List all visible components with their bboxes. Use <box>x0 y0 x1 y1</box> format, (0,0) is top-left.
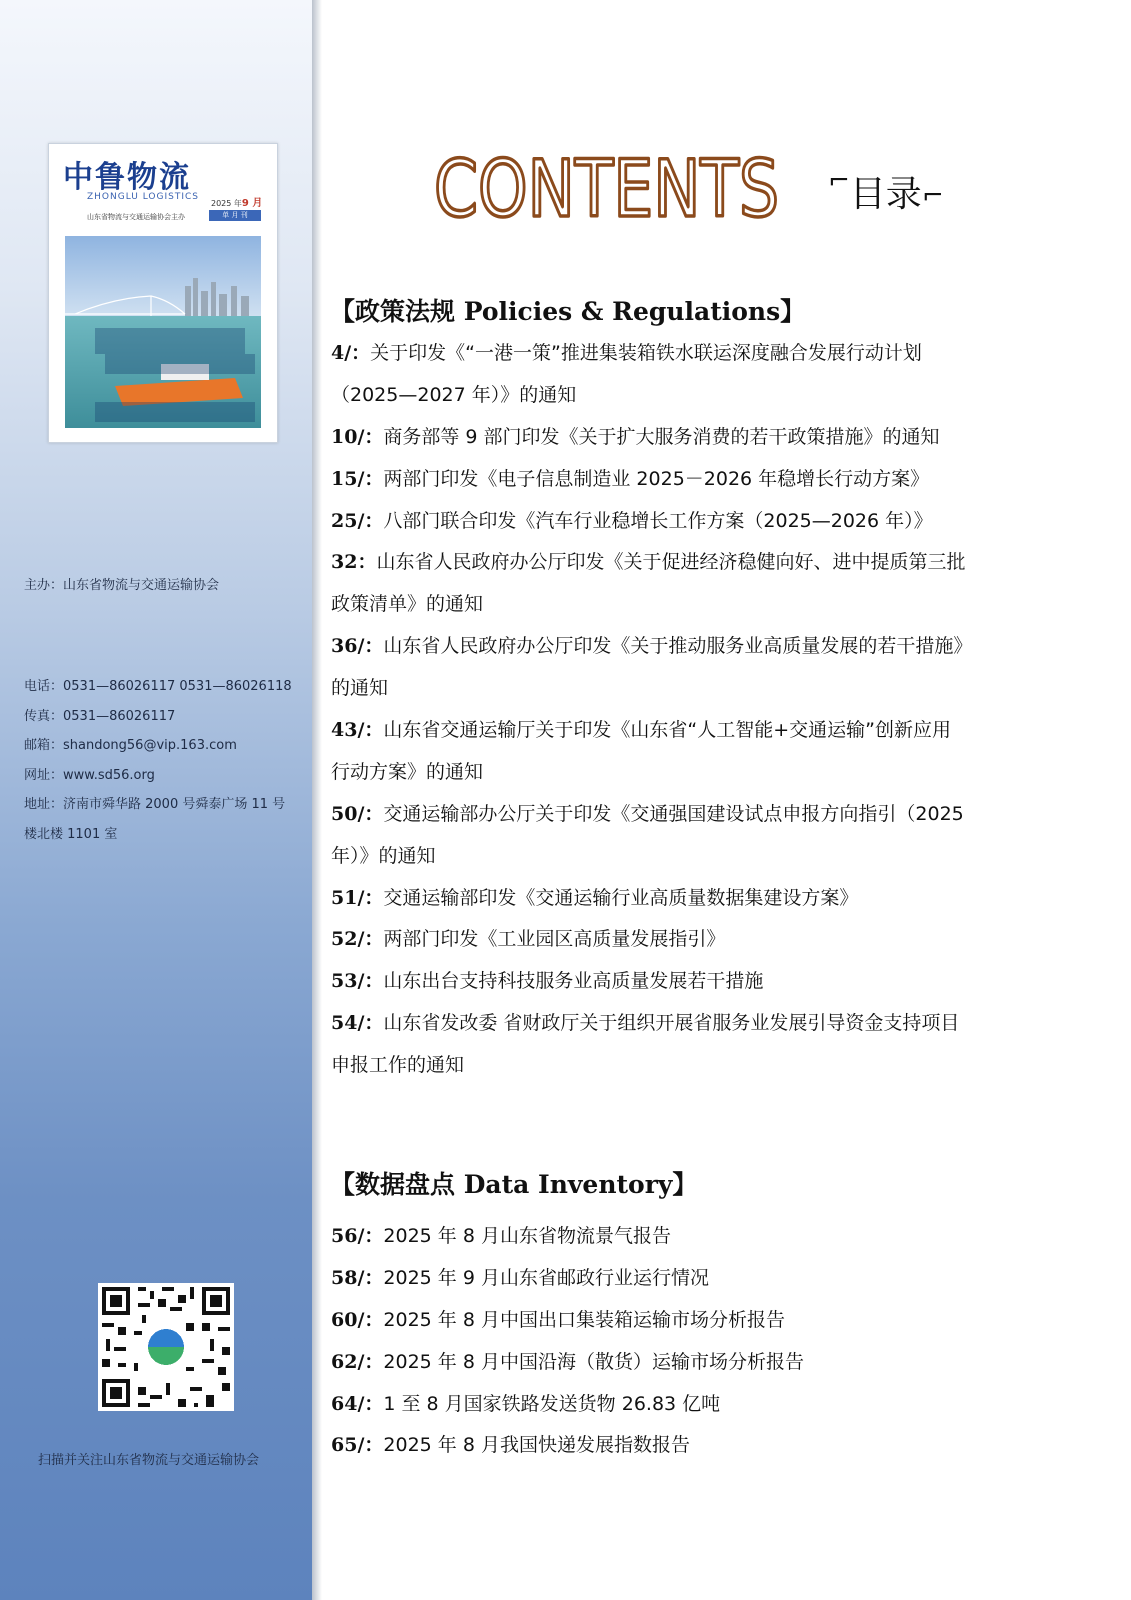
toc-entry-text: 山东出台支持科技服务业高质量发展若干措施 <box>383 970 764 993</box>
toc-page-number: 32： <box>331 551 377 574</box>
cover-issue-date: 2025 年9 月 <box>211 198 263 209</box>
toc-entry[interactable] <box>331 710 991 752</box>
mulu-heading: ⌐目录⌐ <box>828 166 944 215</box>
toc-page-number: 64/： <box>331 1392 384 1415</box>
toc-page-number: 15/： <box>331 467 384 490</box>
toc-entry <box>331 375 991 417</box>
toc-entry[interactable] <box>331 333 991 375</box>
toc-entry <box>331 836 991 878</box>
data-inventory-section-title: 【数据盘点 Data Inventory】 <box>330 1170 698 1199</box>
toc-entry[interactable] <box>331 1384 991 1426</box>
toc-entry <box>331 668 991 710</box>
toc-page-number: 53/： <box>331 970 384 993</box>
toc-entry-text: 政策清单》的通知 <box>331 593 484 616</box>
magazine-cover[interactable] <box>48 143 278 443</box>
toc-entry-text: 的通知 <box>331 677 389 700</box>
toc-entry[interactable] <box>331 1300 991 1342</box>
host-organization: 主办：山东省物流与交通运输协会 <box>24 578 220 593</box>
toc-entry[interactable] <box>331 542 991 584</box>
toc-entry[interactable] <box>331 626 991 668</box>
toc-entry-text: 2025 年 9 月山东省邮政行业运行情况 <box>383 1266 709 1289</box>
policies-list <box>331 333 991 1087</box>
toc-entry-text: 商务部等 9 部门印发《关于扩大服务消费的若干政策措施》的通知 <box>383 425 940 448</box>
toc-entry[interactable] <box>331 878 991 920</box>
sidebar-edge <box>312 0 322 1600</box>
toc-entry-text: 八部门联合印发《汽车行业稳增长工作方案（2025—2026 年）》 <box>383 509 933 532</box>
toc-page-number: 52/： <box>331 928 384 951</box>
contact-address-cont: 楼北楼 1101 室 <box>24 826 118 842</box>
contact-phone: 电话：0531—86026117 0531—86026118 <box>24 679 292 694</box>
toc-entry[interactable] <box>331 794 991 836</box>
toc-entry[interactable] <box>331 417 991 459</box>
cover-badge: 单 月 刊 <box>209 210 261 221</box>
contact-fax: 传真：0531—86026117 <box>24 708 176 724</box>
toc-entry-text: （2025—2027 年）》的通知 <box>331 383 577 406</box>
toc-entry[interactable] <box>331 961 991 1003</box>
toc-entry <box>331 1045 991 1087</box>
toc-entry[interactable] <box>331 1258 991 1300</box>
contents-heading-text: CONTENTS <box>434 148 779 224</box>
toc-entry-text: 交通运输部印发《交通运输行业高质量数据集建设方案》 <box>383 886 859 909</box>
toc-entry[interactable] <box>331 1216 991 1258</box>
cover-logo: 中鲁物流 <box>63 160 191 195</box>
toc-entry-text: 1 至 8 月国家铁路发送货物 26.83 亿吨 <box>383 1392 721 1415</box>
toc-entry-text: 行动方案》的通知 <box>331 760 484 783</box>
data-inventory-list <box>331 1216 991 1467</box>
toc-page-number: 36/： <box>331 635 384 658</box>
toc-page-number: 10/： <box>331 425 384 448</box>
contact-info <box>24 672 292 849</box>
toc-entry[interactable] <box>331 1003 991 1045</box>
policies-section-title: 【政策法规 Policies & Regulations】 <box>330 297 806 326</box>
contact-email[interactable]: 邮箱：shandong56@vip.163.com <box>24 738 237 753</box>
qr-caption: 扫描并关注山东省物流与交通运输协会 <box>38 1453 260 1468</box>
toc-page-number: 58/： <box>331 1266 384 1289</box>
toc-entry-text: 交通运输部办公厅关于印发《交通强国建设试点申报方向指引（2025 <box>383 802 964 825</box>
toc-entry-text: 山东省人民政府办公厅印发《关于推动服务业高质量发展的若干措施》 <box>383 635 973 658</box>
cover-photo <box>65 236 261 428</box>
cover-sponsor: 山东省物流与交通运输协会主办 <box>87 213 185 221</box>
toc-entry-text: 两部门印发《电子信息制造业 2025－2026 年稳增长行动方案》 <box>383 467 930 490</box>
toc-page-number: 54/： <box>331 1012 384 1035</box>
toc-entry-text: 2025 年 8 月中国沿海（散货）运输市场分析报告 <box>383 1350 804 1373</box>
toc-entry-text: 申报工作的通知 <box>331 1054 465 1077</box>
contents-heading <box>434 148 779 224</box>
toc-page-number: 4/： <box>331 342 371 364</box>
mulu-heading-text: 目录 <box>849 174 922 215</box>
toc-entry <box>331 752 991 794</box>
toc-entry-text: 关于印发《“一港一策”推进集装箱铁水联运深度融合发展行动计划 <box>370 342 922 364</box>
contact-address: 地址：济南市舜华路 2000 号舜泰广场 11 号 <box>24 797 286 812</box>
toc-entry[interactable] <box>331 1342 991 1384</box>
toc-entry-text: 2025 年 8 月我国快递发展指数报告 <box>383 1434 690 1457</box>
toc-entry[interactable] <box>331 919 991 961</box>
toc-page-number: 62/： <box>331 1350 384 1373</box>
toc-entry <box>331 584 991 626</box>
toc-page-number: 50/： <box>331 802 384 825</box>
toc-entry-text: 2025 年 8 月中国出口集装箱运输市场分析报告 <box>383 1308 785 1331</box>
qr-code[interactable] <box>98 1283 234 1411</box>
toc-page-number: 56/： <box>331 1225 384 1247</box>
toc-entry[interactable] <box>331 501 991 543</box>
toc-entry[interactable] <box>331 459 991 501</box>
toc-entry-text: 两部门印发《工业园区高质量发展指引》 <box>383 928 726 951</box>
toc-entry[interactable] <box>331 1425 991 1467</box>
toc-entry-text: 山东省交通运输厅关于印发《山东省“人工智能+交通运输”创新应用 <box>383 719 951 742</box>
contact-website[interactable]: 网址：www.sd56.org <box>24 767 155 783</box>
toc-page-number: 43/： <box>331 719 384 742</box>
toc-page-number: 51/： <box>331 886 384 909</box>
toc-entry-text: 年）》的通知 <box>331 844 436 867</box>
toc-entry-text: 山东省人民政府办公厅印发《关于促进经济稳健向好、进中提质第三批 <box>376 551 966 574</box>
toc-entry-text: 2025 年 8 月山东省物流景气报告 <box>383 1225 671 1247</box>
toc-page-number: 65/： <box>331 1434 384 1457</box>
toc-page-number: 25/： <box>331 509 384 532</box>
toc-page-number: 60/： <box>331 1308 384 1331</box>
toc-entry-text: 山东省发改委 省财政厅关于组织开展省服务业发展引导资金支持项目 <box>383 1012 960 1035</box>
cover-logo-en: ZHONGLU LOGISTICS <box>87 192 200 202</box>
